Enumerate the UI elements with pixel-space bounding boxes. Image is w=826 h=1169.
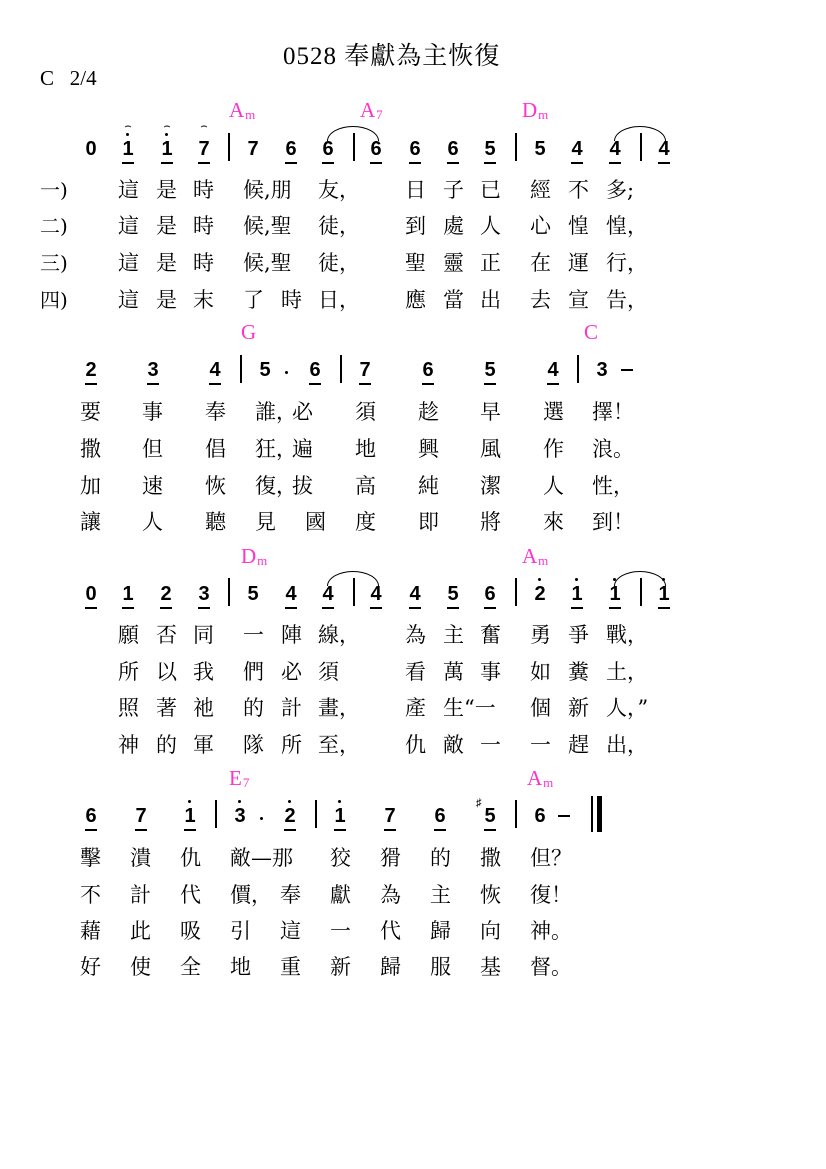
note-1-high-fermata: 1 ⌢	[120, 139, 136, 159]
note-6: 6	[534, 805, 546, 827]
lyric-char: 時	[193, 214, 214, 238]
lyric-char: 督。	[530, 955, 572, 979]
note-5: 5	[482, 139, 498, 159]
chord-c: C	[584, 320, 599, 344]
lyric-char: 讓	[80, 510, 101, 534]
lyric-char: 事	[142, 400, 163, 424]
lyric-char: 時	[193, 178, 214, 202]
lyric-char: 但	[142, 437, 163, 461]
lyric-char: 主	[443, 623, 464, 647]
lyric-char: 加	[80, 474, 101, 498]
lyric-char: 的	[243, 696, 264, 720]
verse-number: 一)	[40, 178, 68, 202]
lyric-char: 著	[156, 696, 177, 720]
note-2-high: 2	[532, 584, 548, 604]
lyric-char: 須	[318, 660, 339, 684]
lyric-char: 人	[142, 510, 163, 534]
note-4: 4	[656, 139, 672, 159]
lyric-char: 地	[355, 437, 376, 461]
lyric-char: 藉	[80, 919, 101, 943]
key-time-signature	[40, 66, 97, 91]
lyric-char: 一	[330, 919, 351, 943]
lyric-char: 糞	[568, 660, 589, 684]
note-4: 4	[569, 139, 585, 159]
chord-am: $A_m$	[522, 544, 549, 568]
lyric-char: 到	[405, 214, 426, 238]
lyric-char: 這	[118, 288, 139, 312]
lyric-char: 一	[480, 733, 501, 757]
lyric-char: 潔	[480, 474, 501, 498]
lyric-char: 個	[530, 696, 551, 720]
final-barline-thin	[591, 796, 593, 832]
note-1-high: 1	[332, 806, 348, 826]
dot	[260, 817, 263, 820]
note-4: 4	[368, 584, 384, 604]
lyric-char: 子	[443, 178, 464, 202]
lyric-char: 這	[118, 251, 139, 275]
note-5-sharp: 5 ♯	[482, 806, 498, 826]
lyric-char: 價，	[230, 883, 272, 907]
lyric-char: 一	[530, 733, 551, 757]
lyric-char: 看	[405, 660, 426, 684]
lyric-char: 這	[280, 919, 301, 943]
lyric-char: 聽	[205, 510, 226, 534]
time-signature: 2/4	[69, 66, 97, 90]
note-4: 4	[545, 360, 561, 380]
lyric-char: 奉	[205, 400, 226, 424]
note-4: 4	[607, 139, 623, 159]
lyric-char: 日	[405, 178, 426, 202]
note-3: 3	[145, 360, 161, 380]
barline	[353, 133, 355, 161]
lyric-char: 告，	[606, 288, 648, 312]
note-3-high: 3	[232, 806, 248, 826]
lyric-char: 惶，	[606, 214, 648, 238]
note-6: 6	[482, 584, 498, 604]
lyric-char: 正	[480, 251, 501, 275]
barline	[515, 133, 517, 161]
lyric-char: 勇	[530, 623, 551, 647]
barline	[577, 355, 579, 383]
lyric-char: 狡	[330, 846, 351, 870]
note-2: 2	[83, 360, 99, 380]
lyric-char: 代	[180, 883, 201, 907]
lyric-char: 恢	[205, 474, 226, 498]
lyric-char: 徒，	[318, 251, 360, 275]
lyric-char: 向	[480, 919, 501, 943]
note-0: 0	[85, 138, 97, 160]
verse-number: 二)	[40, 214, 68, 238]
lyric-char: 見	[255, 510, 276, 534]
lyric-char: 陣	[281, 623, 302, 647]
lyric-char: 出，	[606, 733, 648, 757]
note-3: 3	[596, 359, 608, 381]
barline	[228, 578, 230, 606]
lyric-char: 高	[355, 474, 376, 498]
lyric-char: 獻	[330, 883, 351, 907]
lyric-char: 畫，	[318, 696, 360, 720]
chord-am: $A_m$	[229, 98, 256, 122]
chord-dm: $D_m$	[522, 98, 549, 122]
note-5: 5	[482, 360, 498, 380]
barline	[215, 800, 217, 828]
lyric-char: 願	[118, 623, 139, 647]
lyric-char: 末	[193, 288, 214, 312]
lyric-char: 拔	[292, 474, 313, 498]
lyric-char: 聖	[405, 251, 426, 275]
barline	[228, 133, 230, 161]
lyric-char: 心	[530, 214, 551, 238]
lyric-char: 潰	[130, 846, 151, 870]
lyric-char: 經	[530, 178, 551, 202]
lyric-char: 性，	[592, 474, 634, 498]
note-6: 6	[83, 806, 99, 826]
lyric-char: 必	[292, 400, 313, 424]
lyric-char: 作	[543, 437, 564, 461]
lyric-char: 事	[480, 660, 501, 684]
note-5: 5	[247, 583, 259, 605]
note-2: 2	[158, 584, 174, 604]
fermata-icon: ⌢	[200, 120, 208, 132]
lyric-char: 倡	[205, 437, 226, 461]
lyric-char: 歸	[380, 955, 401, 979]
lyric-char: 但？	[530, 846, 572, 870]
note-5: 5	[534, 138, 546, 160]
lyric-char: 候,聖	[243, 214, 292, 238]
lyric-char: 來	[543, 510, 564, 534]
lyric-char: 要	[80, 400, 101, 424]
lyric-char: 不	[568, 178, 589, 202]
chord-a7: $A_7$	[360, 98, 383, 122]
lyric-char: 是	[156, 214, 177, 238]
lyric-char: 必	[281, 660, 302, 684]
barline	[353, 578, 355, 606]
note-3: 3	[196, 584, 212, 604]
chord-e7: $E_7$	[229, 766, 250, 790]
lyric-char: 出	[480, 288, 501, 312]
lyric-char: 重	[280, 955, 301, 979]
lyric-char: 地	[230, 955, 251, 979]
lyric-char: 這	[118, 214, 139, 238]
note-6: 6	[407, 139, 423, 159]
lyric-char: 友，	[318, 178, 360, 202]
barline	[315, 800, 317, 828]
note-7-fermata: 7 ⌢	[196, 139, 212, 159]
lyric-char: 處	[443, 214, 464, 238]
lyric-char: 純	[418, 474, 439, 498]
note-4: 4	[207, 360, 223, 380]
lyric-char: 所	[281, 733, 302, 757]
note-6: 6	[368, 139, 384, 159]
lyric-char: 軍	[193, 733, 214, 757]
barline	[640, 133, 642, 161]
lyric-char: 復！	[530, 883, 572, 907]
lyric-char: 歸	[430, 919, 451, 943]
lyric-char: 風	[480, 437, 501, 461]
lyric-char: 在	[530, 251, 551, 275]
extension-dash	[558, 815, 570, 817]
lyric-char: 奉	[280, 883, 301, 907]
lyric-char: 擇！	[592, 400, 634, 424]
note-1-high: 1	[656, 584, 672, 604]
fermata-icon: ⌢	[163, 120, 171, 132]
lyric-char: 將	[480, 510, 501, 534]
lyric-char: 日，	[318, 288, 360, 312]
lyric-char: 狂，	[255, 437, 297, 461]
lyric-char: 新	[568, 696, 589, 720]
barline	[640, 578, 642, 606]
lyric-char: 萬	[443, 660, 464, 684]
note-4: 4	[283, 584, 299, 604]
extension-dash	[621, 369, 633, 371]
lyric-char: 速	[142, 474, 163, 498]
note-2-high: 2	[282, 806, 298, 826]
lyric-char: 已	[480, 178, 501, 202]
lyric-char: 隊	[243, 733, 264, 757]
lyric-char: 祂	[193, 696, 214, 720]
lyric-char: 計	[281, 696, 302, 720]
lyric-char: 新	[330, 955, 351, 979]
barline	[340, 355, 342, 383]
lyric-char: 誰，	[255, 400, 297, 424]
lyric-char: 引	[230, 919, 251, 943]
lyric-char: 遍	[292, 437, 313, 461]
lyric-char: 我	[193, 660, 214, 684]
barline	[515, 800, 517, 828]
lyric-char: 興	[418, 437, 439, 461]
lyric-char: 早	[480, 400, 501, 424]
lyric-char: 線，	[318, 623, 360, 647]
verse-number: 四)	[40, 288, 68, 312]
lyric-char: 人，”	[606, 696, 649, 720]
note-4: 4	[320, 584, 336, 604]
lyric-char: 基	[480, 955, 501, 979]
lyric-char: 趕	[568, 733, 589, 757]
barline	[240, 355, 242, 383]
note-5: 5	[445, 584, 461, 604]
note-6: 6	[283, 139, 299, 159]
lyric-char: 到！	[592, 510, 634, 534]
lyric-char: 產	[405, 696, 426, 720]
fermata-icon: ⌢	[124, 120, 132, 132]
lyric-char: 所	[118, 660, 139, 684]
lyric-char: 多;	[606, 178, 635, 202]
lyric-char: 時	[281, 288, 302, 312]
lyric-char: 猾	[380, 846, 401, 870]
lyric-char: 是	[156, 288, 177, 312]
lyric-char: 度	[355, 510, 376, 534]
note-4: 4	[407, 584, 423, 604]
note-6: 6	[432, 806, 448, 826]
lyric-char: 如	[530, 660, 551, 684]
lyric-char: 神	[118, 733, 139, 757]
note-1: 1	[120, 584, 136, 604]
lyric-char: 服	[430, 955, 451, 979]
note-7: 7	[247, 138, 259, 160]
lyric-char: 選	[543, 400, 564, 424]
lyric-char: 徒，	[318, 214, 360, 238]
lyric-char: 仇	[180, 846, 201, 870]
lyric-char: 是	[156, 178, 177, 202]
chord-am: $A_m$	[527, 766, 554, 790]
lyric-char: 人	[480, 214, 501, 238]
lyric-char: 這	[118, 178, 139, 202]
note-6: 6	[320, 139, 336, 159]
lyric-char: 們	[243, 660, 264, 684]
lyric-char: 爭	[568, 623, 589, 647]
lyric-char: 仇	[405, 733, 426, 757]
lyric-char: 是	[156, 251, 177, 275]
lyric-char: 同	[193, 623, 214, 647]
final-barline-thick	[597, 796, 602, 832]
lyric-char: 敵	[443, 733, 464, 757]
sharp-icon: ♯	[476, 797, 482, 809]
lyric-char: 須	[355, 400, 376, 424]
note-1-high: 1	[607, 584, 623, 604]
note-7: 7	[133, 806, 149, 826]
note-6: 6	[445, 139, 461, 159]
note-6: 6	[420, 360, 436, 380]
song-title: 0528 奉獻為主恢復	[283, 43, 501, 70]
lyric-char: 運	[568, 251, 589, 275]
lyric-char: 代	[380, 919, 401, 943]
lyric-char: 此	[130, 919, 151, 943]
note-6: 6	[307, 360, 323, 380]
lyric-char: 了	[243, 288, 264, 312]
verse-number: 三)	[40, 251, 68, 275]
barline	[515, 578, 517, 606]
lyric-char: 宣	[568, 288, 589, 312]
key: C	[40, 66, 55, 90]
lyric-char: 擊	[80, 846, 101, 870]
note-7: 7	[382, 806, 398, 826]
chord-dm: $D_m$	[241, 544, 268, 568]
lyric-char: 人	[543, 474, 564, 498]
lyric-char: 好	[80, 955, 101, 979]
lyric-char: 靈	[443, 251, 464, 275]
lyric-char: 的	[430, 846, 451, 870]
lyric-char: 生“一	[443, 696, 496, 720]
note-1-high-fermata: 1 ⌢	[159, 139, 175, 159]
lyric-char: 浪。	[592, 437, 634, 461]
lyric-char: 為	[405, 623, 426, 647]
lyric-char: 候,聖	[243, 251, 292, 275]
lyric-char: 復，	[255, 474, 297, 498]
lyric-char: 全	[180, 955, 201, 979]
lyric-char: 行，	[606, 251, 648, 275]
lyric-char: 照	[118, 696, 139, 720]
lyric-char: 使	[130, 955, 151, 979]
lyric-char: 撒	[480, 846, 501, 870]
chord-g: G	[241, 320, 257, 344]
lyric-char: 主	[430, 883, 451, 907]
lyric-char: 吸	[180, 919, 201, 943]
lyric-char: 計	[130, 883, 151, 907]
lyric-char: 即	[418, 510, 439, 534]
lyric-char: 戰，	[606, 623, 648, 647]
lyric-char: 恢	[480, 883, 501, 907]
lyric-char: 以	[156, 660, 177, 684]
lyric-char: 撒	[80, 437, 101, 461]
lyric-char: 去	[530, 288, 551, 312]
lyric-char: 的	[156, 733, 177, 757]
lyric-char: 土，	[606, 660, 648, 684]
lyric-char: 當	[443, 288, 464, 312]
note-7: 7	[357, 360, 373, 380]
lyric-char: 國	[305, 510, 326, 534]
note-1-high: 1	[182, 806, 198, 826]
lyric-char: 一	[243, 623, 264, 647]
note-1-high: 1	[569, 584, 585, 604]
lyric-char: 至，	[318, 733, 360, 757]
lyric-char: 候,朋	[243, 178, 292, 202]
lyric-char: 不	[80, 883, 101, 907]
lyric-char: 奮	[480, 623, 501, 647]
note-0: 0	[83, 584, 99, 604]
lyric-char: 否	[156, 623, 177, 647]
lyric-char: 為	[380, 883, 401, 907]
lyric-char: 趁	[418, 400, 439, 424]
dot	[285, 371, 288, 374]
lyric-char: 神。	[530, 919, 572, 943]
lyric-char: 時	[193, 251, 214, 275]
lyric-char: 應	[405, 288, 426, 312]
lyric-char: 惶	[568, 214, 589, 238]
lyric-char: 敵—那	[230, 846, 293, 870]
note-5: 5	[259, 359, 271, 381]
